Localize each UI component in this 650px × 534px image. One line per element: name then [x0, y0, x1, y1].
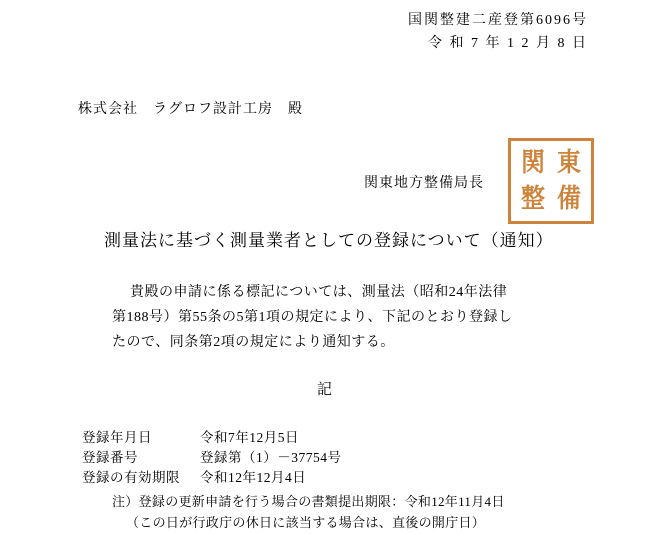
seal-character: 関 — [521, 148, 545, 177]
seal-character-grid — [515, 145, 587, 217]
seal-character: 備 — [557, 184, 581, 213]
document-number: 国関整建二産登第6096号 — [408, 13, 588, 28]
detail-value: 令和7年12月5日 — [200, 430, 299, 445]
document-title: 測量法に基づく測量業者としての登録について（通知） — [104, 231, 554, 250]
ki-marker: 記 — [316, 382, 333, 398]
addressee: 株式会社 ラグロフ設計工房 殿 — [78, 102, 303, 117]
registration-details — [82, 428, 342, 488]
official-seal-stamp — [508, 138, 594, 224]
body-line: たので、同条第2項の規定により通知する。 — [112, 335, 395, 350]
footnote — [112, 491, 505, 533]
detail-value: 令和12年12月4日 — [200, 470, 307, 485]
document-date: 令 和 7 年 1 2 月 8 日 — [428, 36, 588, 51]
body-line: 貴殿の申請に係る標記については、測量法（昭和24年法律 — [130, 285, 508, 300]
seal-character: 整 — [521, 184, 545, 213]
detail-row — [82, 428, 342, 448]
detail-label: 登録年月日 — [82, 430, 152, 445]
footnote-line: （この日が行政庁の休日に該当する場合は、直後の開庁日） — [126, 515, 486, 530]
detail-row — [82, 448, 342, 468]
detail-label: 登録番号 — [82, 450, 138, 465]
seal-character: 東 — [557, 148, 581, 177]
detail-row — [82, 468, 342, 488]
detail-label: 登録の有効期限 — [82, 470, 180, 485]
detail-value: 登録第（1）－37754号 — [200, 450, 342, 465]
body-paragraph — [112, 280, 552, 355]
footnote-line: 注）登録の更新申請を行う場合の書類提出期限：令和12年11月4日 — [112, 494, 505, 509]
body-line: 第188号）第55条の5第1項の規定により、下記のとおり登録し — [112, 310, 513, 325]
issuer-name: 関東地方整備局長 — [364, 176, 484, 191]
